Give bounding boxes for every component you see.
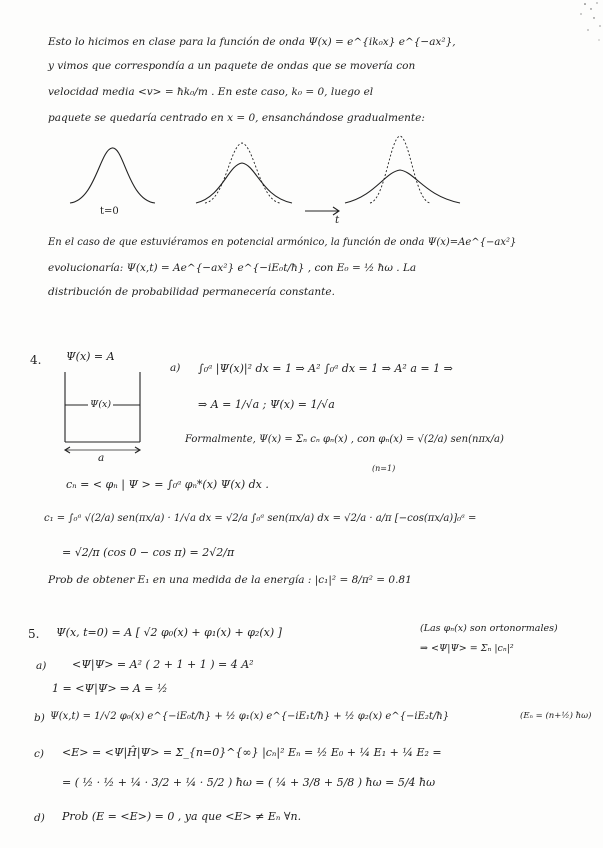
problem-5-ortho-note: (Las φₙ(x) son ortonormales) <box>420 623 558 634</box>
problem-5-number: 5. <box>28 627 40 641</box>
label-t: t <box>335 214 340 226</box>
problem-5d-label: d) <box>34 812 45 824</box>
problem-5-psi-def: Ψ(x, t=0) = A [ √2 φ₀(x) + φ₁(x) + φ₂(x) ] <box>56 626 282 639</box>
well-psi-label: Ψ(x) <box>90 399 112 410</box>
intro-line-3: velocidad media <v> = ħk₀/m . En este caso, k₀ = 0, luego el <box>48 86 374 98</box>
problem-4-formal-expansion: Formalmente, Ψ(x) = Σₙ cₙ φₙ(x) , con φₙ(x) = √(2/a) sen(nπx/a) <box>185 434 504 445</box>
problem-5a-inner-product: <Ψ|Ψ> = A² ( 2 + 1 + 1 ) = 4 A² <box>72 658 254 671</box>
intro-line-1: Esto lo hicimos en clase para la función de onda Ψ(x) = e^{ik₀x} e^{−ax²}, <box>48 36 456 48</box>
problem-5c-expectation: <E> = <Ψ|Ĥ|Ψ> = Σ_{n=0}^{∞} |cₙ|² Eₙ = ½ E₀ + ¼ E₁ + ¼ E₂ = <box>62 746 442 759</box>
problem-4-cn-definition: cₙ = < φₙ | Ψ > = ∫₀ᵃ φₙ*(x) Ψ(x) dx . <box>66 478 269 491</box>
problem-4-probability: Prob de obtener E₁ en una medida de la energía : |c₁|² = 8/π² = 0.81 <box>48 574 412 586</box>
problem-5b-label: b) <box>34 712 45 724</box>
osc-line-2: evolucionaría: Ψ(x,t) = Ae^{−ax²} e^{−iE₀t/ħ} , con E₀ = ½ ħω . La <box>48 262 417 274</box>
problem-5c-label: c) <box>34 748 44 760</box>
problem-5a-normalization: 1 = <Ψ|Ψ> ⇒ A = ½ <box>52 682 168 695</box>
osc-line-1: En el caso de que estuviéramos en potencial armónico, la función de onda Ψ(x)=Ae^{−ax²} <box>48 237 517 248</box>
problem-4-c1-result: = √2/π (cos 0 − cos π) = 2√2/π <box>62 546 235 559</box>
problem-5-norm-sum: ⇒ <Ψ|Ψ> = Σₙ |cₙ|² <box>420 643 514 654</box>
problem-4-number: 4. <box>30 353 42 367</box>
problem-5b-time-evolution: Ψ(x,t) = 1/√2 φ₀(x) e^{−iE₀t/ħ} + ½ φ₁(x) e^{−iE₁t/ħ} + ½ φ₂(x) e^{−iE₂t/ħ} <box>50 711 450 722</box>
problem-4-c1-integral: c₁ = ∫₀ᵃ √(2/a) sen(πx/a) · 1/√a dx = √2/a ∫₀ᵃ sen(πx/a) dx = √2/a · a/π [−cos(πx/a)]₀ᵃ = <box>44 513 477 524</box>
problem-4a-normalization: ∫₀ᵃ |Ψ(x)|² dx = 1 ⇒ A² ∫₀ᵃ dx = 1 ⇒ A² a = 1 ⇒ <box>198 362 453 375</box>
problem-4-n1-note: (n=1) <box>372 464 396 473</box>
osc-line-3: distribución de probabilidad permanecería constante. <box>48 286 335 298</box>
problem-4a-label: a) <box>170 362 181 374</box>
well-width-label: a <box>98 452 105 464</box>
label-t0: t=0 <box>100 206 119 217</box>
problem-5a-label: a) <box>36 660 47 672</box>
problem-5c-result: = ( ½ · ½ + ¼ · 3/2 + ¼ · 5/2 ) ħω = ( ¼ + 3/8 + 5/8 ) ħω = 5/4 ħω <box>62 776 436 789</box>
problem-5d-probability: Prob (E = <E>) = 0 , ya que <E> ≠ Eₙ ∀n. <box>62 810 302 823</box>
problem-5b-energy-levels: (Eₙ = (n+½) ħω) <box>520 711 592 721</box>
intro-line-4: paquete se quedaría centrado en x = 0, ensanchándose gradualmente: <box>48 112 425 124</box>
intro-line-2: y vimos que correspondía a un paquete de ondas que se movería con <box>48 60 416 72</box>
problem-4-psi-def: Ψ(x) = A <box>66 350 115 363</box>
problem-4a-result: ⇒ A = 1/√a ; Ψ(x) = 1/√a <box>198 398 335 411</box>
